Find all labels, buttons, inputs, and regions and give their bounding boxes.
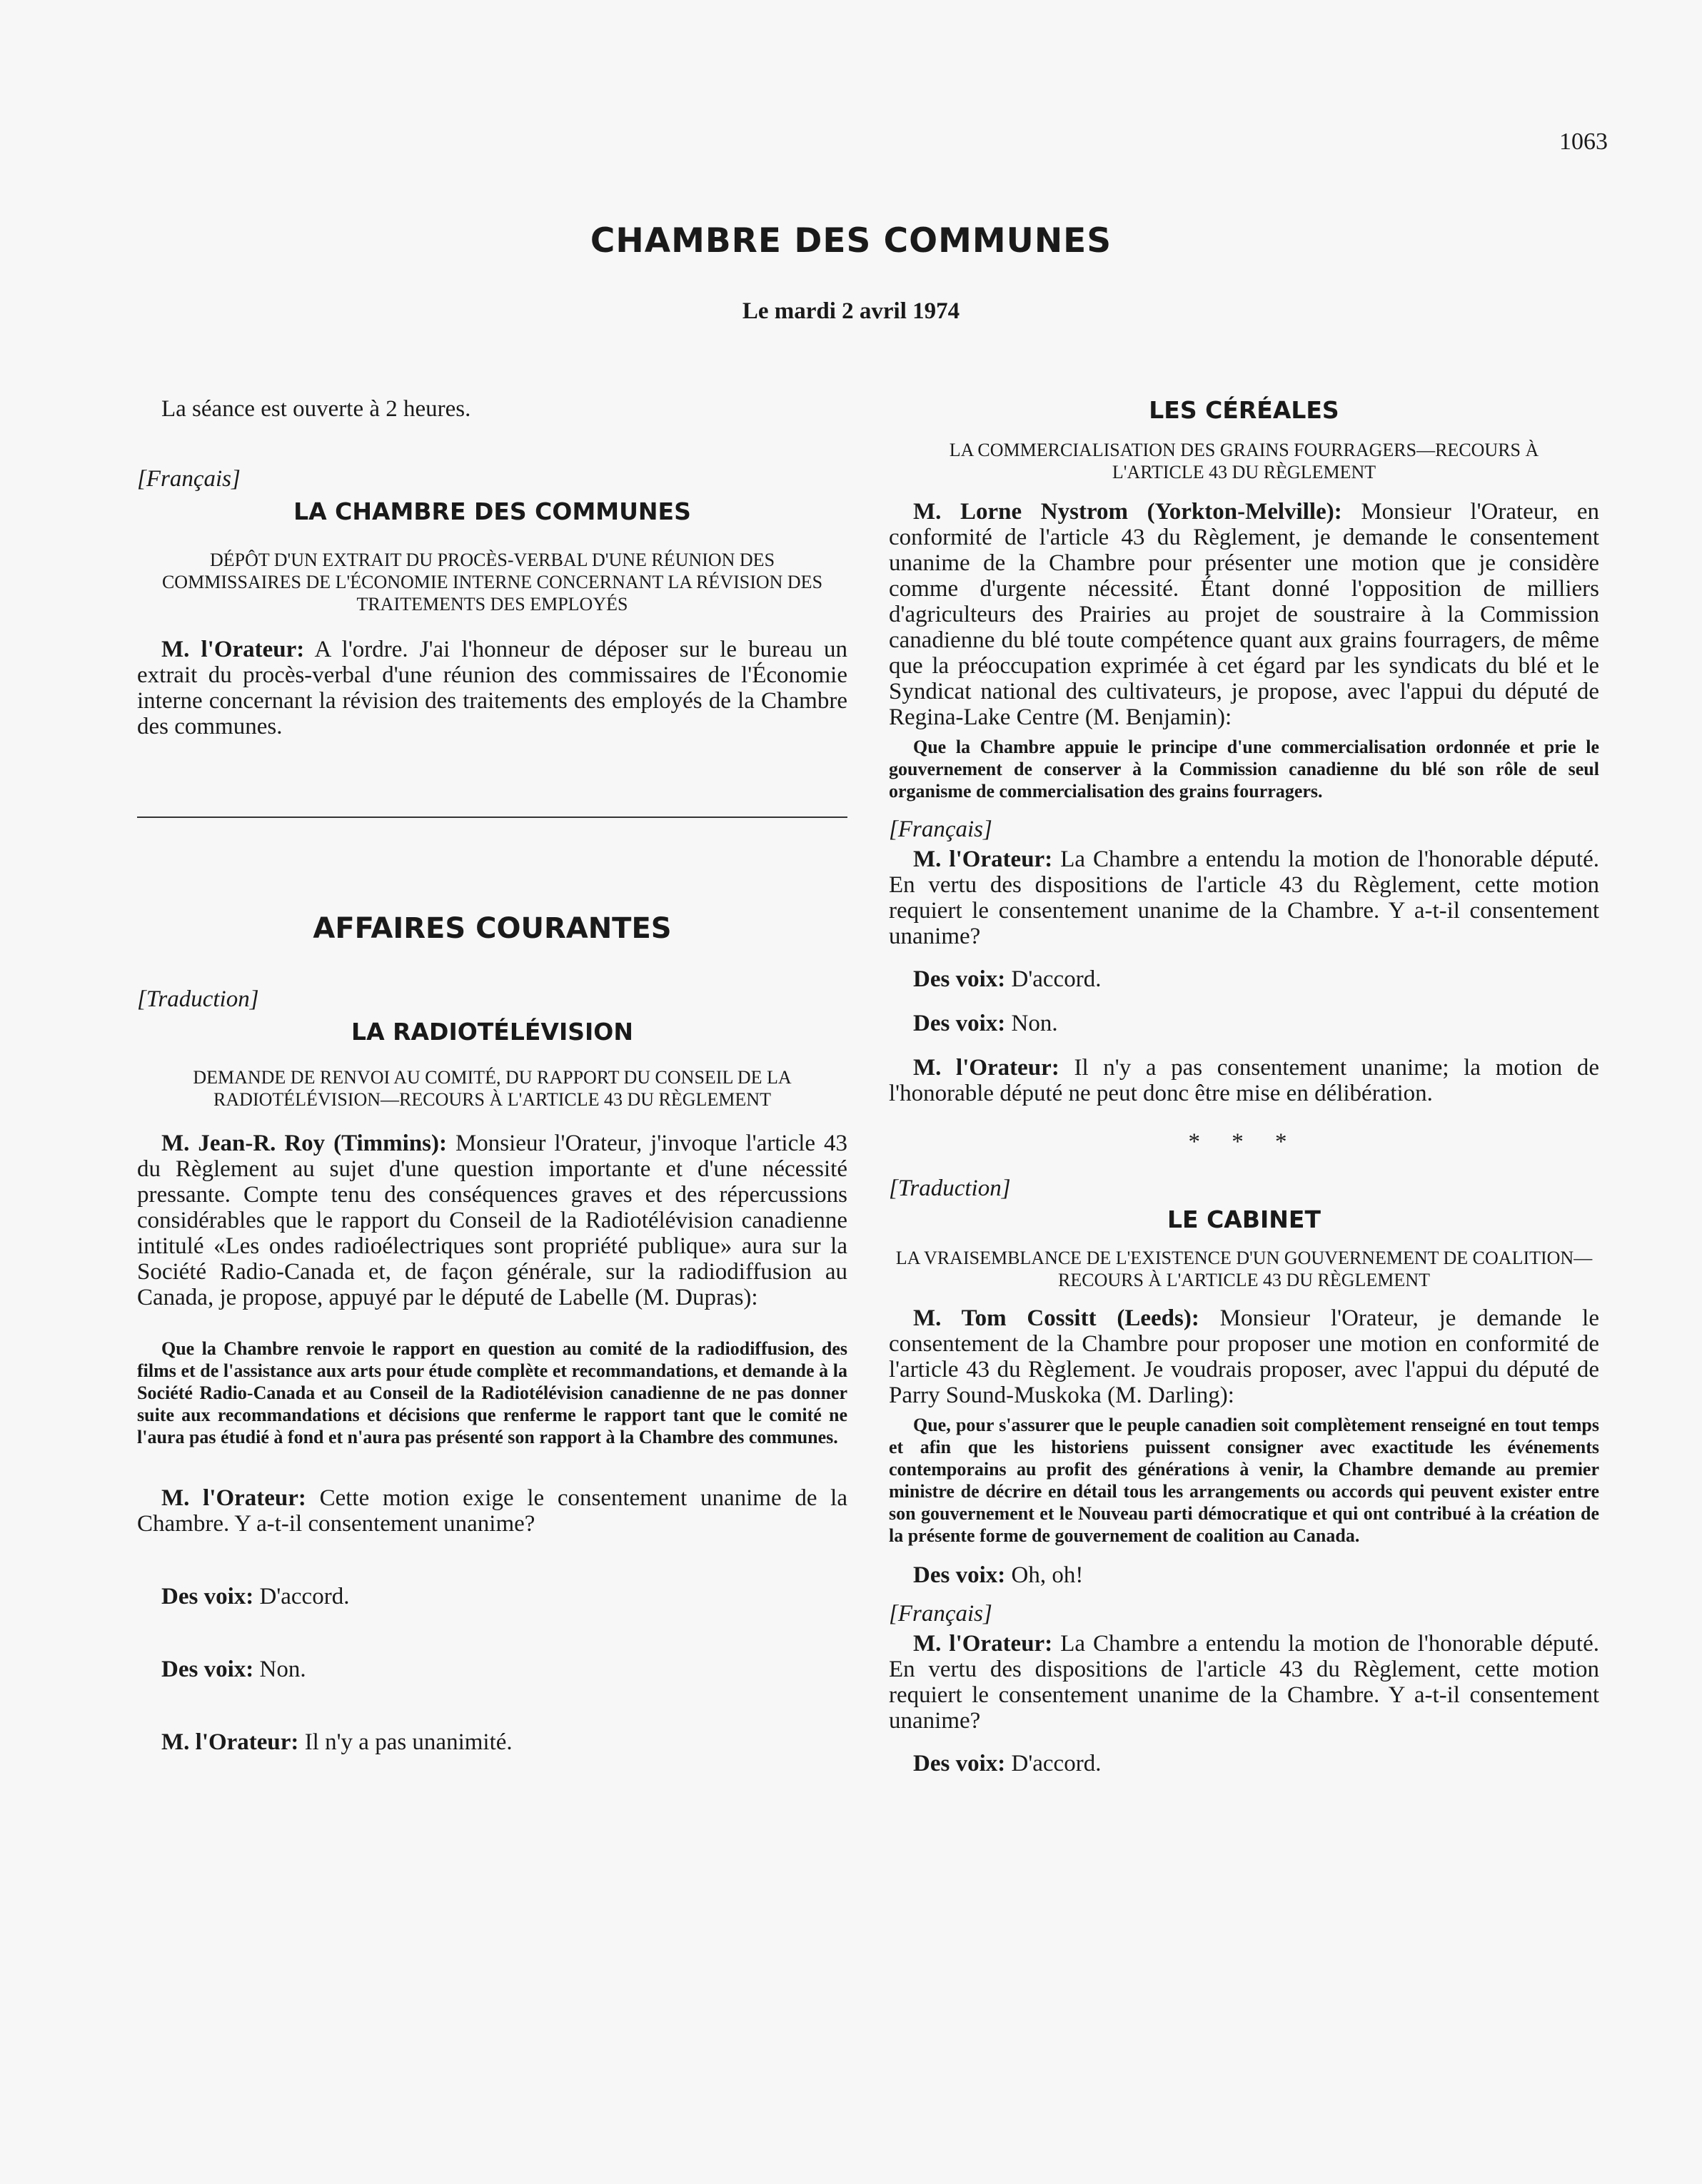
speech-text: Oh, oh! [1005, 1562, 1084, 1588]
opening-line: La séance est ouverte à 2 heures. [161, 396, 471, 422]
speech-paragraph [889, 499, 1599, 730]
speaker-name: M. l'Orateur: [913, 1631, 1053, 1657]
voices-line [889, 1011, 1599, 1036]
language-marker: [Français] [889, 817, 992, 842]
section-subheading: DÉPÔT D'UN EXTRAIT DU PROCÈS-VERBAL D'UNE RÉUNION DES COMMISSAIRES DE L'ÉCONOMIE INTERNE CONCERNANT LA RÉVISION DES TRAITEMENTS DES EMPLOYÉS [161, 550, 823, 615]
speech-text: D'accord. [1005, 1751, 1102, 1776]
section-heading-major: AFFAIRES COURANTES [313, 912, 672, 945]
speech-text: Non. [1005, 1011, 1058, 1036]
language-marker: [Traduction] [889, 1176, 1011, 1201]
speech-paragraph [889, 846, 1599, 949]
speech-text: A l'ordre. J'ai l'honneur de déposer sur le bureau un extrait du procès-verbal d'une réunion des commissaires de l'Économie interne concernant la révision des traitements des employés de la Chambre des communes. [137, 637, 847, 739]
speaker-name: Des voix: [161, 1657, 254, 1682]
speech-text: D'accord. [253, 1584, 350, 1609]
section-heading: LES CÉRÉALES [1149, 396, 1339, 424]
speaker-name: M. l'Orateur: [913, 1055, 1059, 1081]
voices-line [889, 966, 1599, 992]
speaker-name: Des voix: [913, 966, 1006, 992]
speech-text: Monsieur l'Orateur, en conformité de l'article 43 du Règlement, je demande le consentement unanime de la Chambre pour présenter une motion que je considère comme d'urgente nécessité. Étant donné l'opposition de milliers d'agriculteurs des Prairies au projet de soustraire à la Commission canadienne du blé toute compétence quant aux grains fourragers, de même que la préoccupation exprimée à cet égard par les syndicats du blé et le Syndicat national des cultivateurs, je propose, avec l'appui du député de Regina-Lake Centre (M. Benjamin): [889, 499, 1599, 730]
speech-text: La Chambre a entendu la motion de l'honorable député. En vertu des dispositions de l'article 43 du Règlement, cette motion requiert le consentement unanime de la Chambre. Y a-t-il consentement unanime? [889, 1631, 1599, 1734]
speech-paragraph [889, 1631, 1599, 1734]
speech-text: Non. [253, 1657, 306, 1682]
speaker-name: M. Lorne Nystrom (Yorkton-Melville): [913, 499, 1342, 525]
motion-text: Que la Chambre renvoie le rapport en question au comité de la radiodiffusion, des films et de l'assistance aux arts pour étude complète et recommandations, et demande à la Société Radio-Canada et au Conseil de la Radiotélévision canadienne de ne pas donner suite aux recommandations et décisions que renferme le rapport tant que le comité ne l'aura pas étudié à fond et n'aura pas présenté son rapport à la Chambre des communes. [137, 1338, 847, 1447]
speech-text: Il n'y a pas consentement unanime; la motion de l'honorable député ne peut donc être mise en délibération. [889, 1055, 1599, 1106]
speech-text: Il n'y a pas unanimité. [298, 1729, 513, 1755]
left-column [137, 396, 847, 1755]
motion-text: Que, pour s'assurer que le peuple canadien soit complètement renseigné en tout temps et afin que les historiens puissent consigner avec exactitude les événements contemporains au profit des générations à venir, la Chambre demande au premier ministre de décrire en détail tous les arrangements ou accords qui peuvent exister entre son gouvernement et le Nouveau parti démocratique et qui ont contribué à la création de la présente forme de gouvernement de coalition au Canada. [889, 1415, 1599, 1546]
language-marker: [Français] [137, 466, 241, 492]
speaker-name: M. l'Orateur: [161, 1485, 306, 1511]
section-subheading: LA VRAISEMBLANCE DE L'EXISTENCE D'UN GOUVERNEMENT DE COALITION—RECOURS À L'ARTICLE 43 DU RÈGLEMENT [895, 1248, 1593, 1290]
section-break-stars: * * * [1188, 1129, 1300, 1155]
speaker-name: Des voix: [913, 1011, 1006, 1036]
speech-text: Monsieur l'Orateur, j'invoque l'article 43 du Règlement au sujet d'une question importante et d'une nécessité pressante. Compte tenu des conséquences graves et des répercussions considérables que le rapport du Conseil de la Radiotélévision canadienne intitulé «Les ondes radioélectriques sont propriété publique» aura sur la Société Radio-Canada et, de façon générale, sur la radiodiffusion au Canada, je propose, appuyé par le député de Labelle (M. Dupras): [137, 1131, 847, 1310]
section-subheading: DEMANDE DE RENVOI AU COMITÉ, DU RAPPORT DU CONSEIL DE LA RADIOTÉLÉVISION—RECOURS À L'ARTICLE 43 DU RÈGLEMENT [193, 1067, 792, 1110]
speech-text: Cette motion exige le consentement unanime de la Chambre. Y a-t-il consentement unanime? [137, 1485, 847, 1537]
speaker-name: Des voix: [161, 1584, 254, 1609]
speech-paragraph [137, 637, 847, 739]
page-title: CHAMBRE DES COMMUNES [590, 221, 1112, 261]
speaker-name: M. Tom Cossitt (Leeds): [913, 1305, 1199, 1331]
speaker-name: M. l'Orateur: [913, 846, 1053, 872]
speech-text: Monsieur l'Orateur, je demande le consentement de la Chambre pour proposer une motion en conformité de l'article 43 du Règlement. Je voudrais proposer, avec l'appui du député de Parry Sound-Muskoka (M. Darling): [889, 1305, 1599, 1408]
session-date: Le mardi 2 avril 1974 [742, 298, 960, 324]
voices-line [889, 1751, 1599, 1776]
speaker-name: M. Jean-R. Roy (Timmins): [161, 1131, 448, 1156]
speech-paragraph [137, 1485, 847, 1537]
speech-text: La Chambre a entendu la motion de l'honorable député. En vertu des dispositions de l'article 43 du Règlement, cette motion requiert le consentement unanime de la Chambre. Y a-t-il consentement unanime? [889, 846, 1599, 949]
voices-line [137, 1584, 847, 1609]
speech-paragraph [889, 1055, 1599, 1106]
voices-line [137, 1729, 847, 1755]
speaker-name: M. l'Orateur: [161, 637, 305, 662]
speech-paragraph [137, 1131, 847, 1310]
speaker-name: Des voix: [913, 1751, 1006, 1776]
section-heading: LA RADIOTÉLÉVISION [351, 1018, 633, 1046]
speaker-name: Des voix: [913, 1562, 1006, 1588]
voices-line [889, 1562, 1599, 1588]
speech-text: D'accord. [1005, 966, 1102, 992]
speaker-name: M. l'Orateur: [161, 1729, 299, 1755]
language-marker: [Français] [889, 1601, 992, 1627]
voices-line [137, 1657, 847, 1682]
section-subheading: LA COMMERCIALISATION DES GRAINS FOURRAGERS—RECOURS À L'ARTICLE 43 DU RÈGLEMENT [949, 440, 1539, 482]
speech-paragraph [889, 1305, 1599, 1408]
right-column [889, 396, 1599, 1776]
section-heading: LA CHAMBRE DES COMMUNES [293, 497, 691, 525]
language-marker: [Traduction] [137, 986, 259, 1012]
motion-text: Que la Chambre appuie le principe d'une commercialisation ordonnée et prie le gouvernement de conserver à la Commission canadienne du blé son rôle de seul organisme de commercialisation des grains fourragers. [889, 737, 1599, 802]
section-heading: LE CABINET [1167, 1205, 1321, 1233]
page-number: 1063 [1559, 128, 1608, 155]
